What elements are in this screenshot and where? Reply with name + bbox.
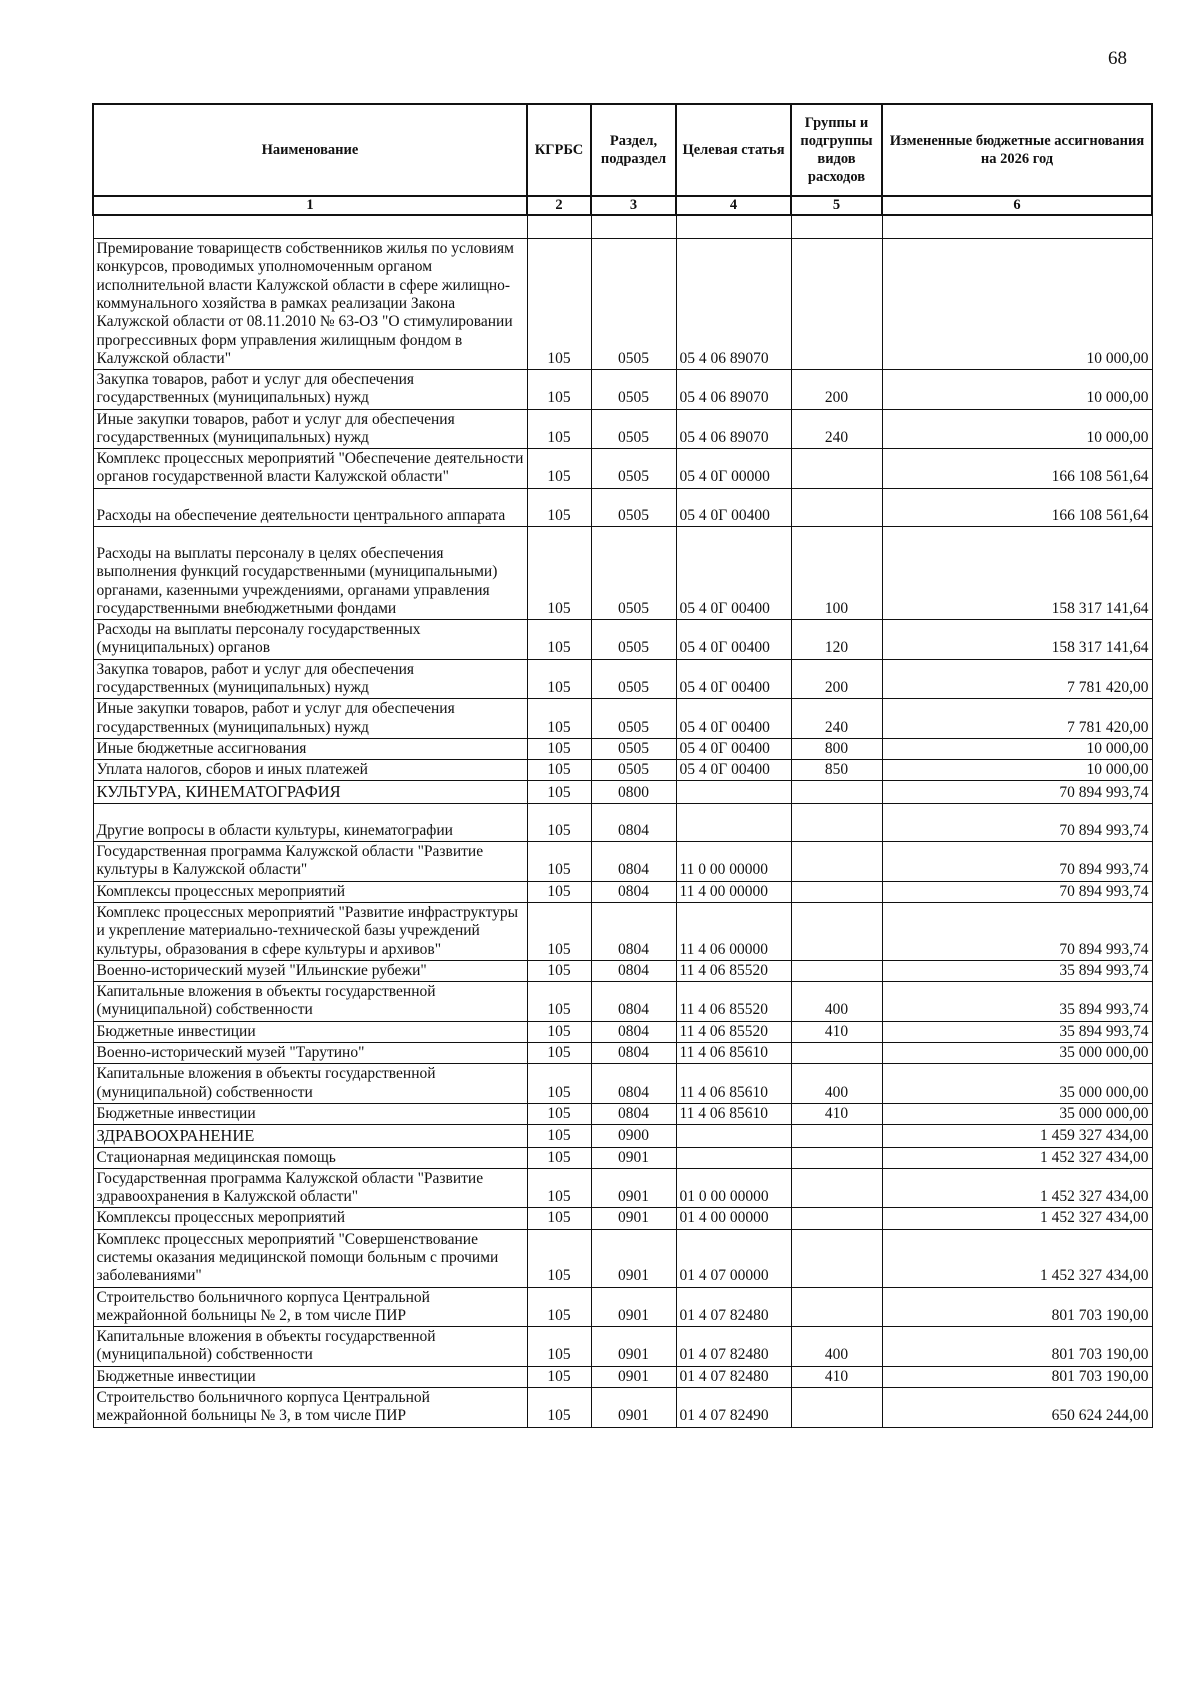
row-group <box>791 1229 882 1287</box>
row-section: 0505 <box>591 488 676 526</box>
table-row <box>93 370 1152 410</box>
row-group <box>791 1168 882 1208</box>
row-section: 0505 <box>591 370 676 410</box>
row-section: 0804 <box>591 960 676 981</box>
table-row <box>93 781 1152 803</box>
row-section: 0505 <box>591 699 676 739</box>
row-group: 850 <box>791 760 882 781</box>
row-amount: 166 108 561,64 <box>882 488 1152 526</box>
row-amount: 10 000,00 <box>882 409 1152 449</box>
row-section: 0505 <box>591 659 676 699</box>
table-row <box>93 903 1152 961</box>
row-section: 0804 <box>591 1042 676 1063</box>
row-amount: 158 317 141,64 <box>882 620 1152 660</box>
row-kgrbs: 105 <box>527 1147 591 1168</box>
row-group: 240 <box>791 409 882 449</box>
row-kgrbs: 105 <box>527 1042 591 1063</box>
row-name: Другие вопросы в области культуры, кинематографии <box>93 803 527 841</box>
row-kgrbs: 105 <box>527 699 591 739</box>
table-row <box>93 1387 1152 1427</box>
row-target <box>676 781 791 803</box>
row-name: Иные закупки товаров, работ и услуг для обеспечения государственных (муниципальных) нужд <box>93 699 527 739</box>
row-target: 01 4 07 82480 <box>676 1327 791 1367</box>
column-number: 3 <box>591 196 676 215</box>
table-row <box>93 659 1152 699</box>
row-target: 01 4 00 00000 <box>676 1208 791 1229</box>
row-amount: 70 894 993,74 <box>882 903 1152 961</box>
row-target: 05 4 0Г 00400 <box>676 659 791 699</box>
row-kgrbs: 105 <box>527 1125 591 1147</box>
row-kgrbs: 105 <box>527 760 591 781</box>
row-amount: 10 000,00 <box>882 239 1152 370</box>
row-section: 0505 <box>591 409 676 449</box>
table-row <box>93 1103 1152 1124</box>
row-amount: 801 703 190,00 <box>882 1287 1152 1327</box>
row-group: 100 <box>791 527 882 620</box>
row-target: 11 4 06 85520 <box>676 960 791 981</box>
row-section: 0901 <box>591 1287 676 1327</box>
row-target: 01 4 07 00000 <box>676 1229 791 1287</box>
row-group: 200 <box>791 659 882 699</box>
table-row <box>93 803 1152 841</box>
row-amount: 158 317 141,64 <box>882 527 1152 620</box>
row-amount: 70 894 993,74 <box>882 803 1152 841</box>
row-target: 11 4 00 00000 <box>676 881 791 902</box>
table-row <box>93 620 1152 660</box>
row-section: 0505 <box>591 449 676 489</box>
row-group: 410 <box>791 1366 882 1387</box>
row-target: 01 4 07 82480 <box>676 1287 791 1327</box>
row-kgrbs: 105 <box>527 527 591 620</box>
row-section: 0804 <box>591 1103 676 1124</box>
table-row <box>93 982 1152 1022</box>
row-name: Комплекс процессных мероприятий "Обеспечение деятельности органов государственной власти Калужской области" <box>93 449 527 489</box>
row-section: 0505 <box>591 760 676 781</box>
row-kgrbs: 105 <box>527 1103 591 1124</box>
row-kgrbs: 105 <box>527 781 591 803</box>
row-section: 0804 <box>591 803 676 841</box>
row-amount: 166 108 561,64 <box>882 449 1152 489</box>
row-section: 0804 <box>591 903 676 961</box>
row-amount: 35 000 000,00 <box>882 1103 1152 1124</box>
page-number: 68 <box>1108 48 1127 69</box>
row-kgrbs: 105 <box>527 1229 591 1287</box>
column-number: 2 <box>527 196 591 215</box>
row-group <box>791 488 882 526</box>
row-target: 05 4 0Г 00400 <box>676 699 791 739</box>
row-name: Расходы на выплаты персоналу государственных (муниципальных) органов <box>93 620 527 660</box>
row-section: 0804 <box>591 1064 676 1104</box>
table-row <box>93 1125 1152 1147</box>
row-kgrbs: 105 <box>527 239 591 370</box>
row-name: Государственная программа Калужской области "Развитие культуры в Калужской области" <box>93 842 527 882</box>
row-section: 0901 <box>591 1168 676 1208</box>
row-amount: 7 781 420,00 <box>882 699 1152 739</box>
row-amount: 1 452 327 434,00 <box>882 1208 1152 1229</box>
row-name: Государственная программа Калужской области "Развитие здравоохранения в Калужской области" <box>93 1168 527 1208</box>
row-section: 0804 <box>591 881 676 902</box>
row-target: 11 4 06 00000 <box>676 903 791 961</box>
row-target <box>676 803 791 841</box>
row-kgrbs: 105 <box>527 488 591 526</box>
row-name: Капитальные вложения в объекты государственной (муниципальной) собственности <box>93 1064 527 1104</box>
row-target: 11 4 06 85520 <box>676 982 791 1022</box>
column-number: 5 <box>791 196 882 215</box>
row-name: Закупка товаров, работ и услуг для обеспечения государственных (муниципальных) нужд <box>93 370 527 410</box>
header-target: Целевая статья <box>676 104 791 196</box>
table-row <box>93 1287 1152 1327</box>
row-group <box>791 1287 882 1327</box>
table-row <box>93 1366 1152 1387</box>
table-body <box>93 215 1152 1427</box>
row-group: 400 <box>791 1064 882 1104</box>
row-target <box>676 1125 791 1147</box>
row-kgrbs: 105 <box>527 620 591 660</box>
row-group: 120 <box>791 620 882 660</box>
row-group <box>791 803 882 841</box>
row-section: 0505 <box>591 239 676 370</box>
row-group: 410 <box>791 1021 882 1042</box>
row-amount: 35 894 993,74 <box>882 982 1152 1022</box>
row-kgrbs: 105 <box>527 409 591 449</box>
row-section: 0804 <box>591 982 676 1022</box>
row-kgrbs: 105 <box>527 1387 591 1427</box>
row-group <box>791 1042 882 1063</box>
row-amount: 35 894 993,74 <box>882 1021 1152 1042</box>
row-group: 400 <box>791 1327 882 1367</box>
table-row <box>93 881 1152 902</box>
row-name: Капитальные вложения в объекты государственной (муниципальной) собственности <box>93 1327 527 1367</box>
row-amount: 35 000 000,00 <box>882 1064 1152 1104</box>
row-group: 410 <box>791 1103 882 1124</box>
header-amount: Измененные бюджетные ассигнования на 2026 год <box>882 104 1152 196</box>
row-group: 240 <box>791 699 882 739</box>
row-amount: 70 894 993,74 <box>882 781 1152 803</box>
row-amount: 70 894 993,74 <box>882 881 1152 902</box>
row-kgrbs: 105 <box>527 738 591 759</box>
row-name: Расходы на выплаты персоналу в целях обеспечения выполнения функций государственными (муниципальными) органами, казенными учреждениями, органами управления государственными внебюджетными фондами <box>93 527 527 620</box>
row-name: Строительство больничного корпуса Центральной межрайонной больницы № 2, в том числе ПИР <box>93 1287 527 1327</box>
row-amount: 7 781 420,00 <box>882 659 1152 699</box>
row-group <box>791 903 882 961</box>
header-groups: Группы и подгруппы видов расходов <box>791 104 882 196</box>
row-amount: 1 459 327 434,00 <box>882 1125 1152 1147</box>
table-row <box>93 1147 1152 1168</box>
row-group <box>791 1387 882 1427</box>
row-section: 0804 <box>591 842 676 882</box>
row-target: 05 4 0Г 00400 <box>676 620 791 660</box>
row-section: 0901 <box>591 1387 676 1427</box>
row-kgrbs: 105 <box>527 1021 591 1042</box>
table-row <box>93 488 1152 526</box>
row-name: Капитальные вложения в объекты государственной (муниципальной) собственности <box>93 982 527 1022</box>
row-target: 05 4 06 89070 <box>676 239 791 370</box>
column-number: 4 <box>676 196 791 215</box>
table-row <box>93 409 1152 449</box>
row-target: 11 4 06 85610 <box>676 1064 791 1104</box>
row-group <box>791 781 882 803</box>
table-row <box>93 239 1152 370</box>
table-row <box>93 1042 1152 1063</box>
row-section: 0901 <box>591 1229 676 1287</box>
row-amount: 10 000,00 <box>882 760 1152 781</box>
row-group: 400 <box>791 982 882 1022</box>
row-name: Премирование товариществ собственников жилья по условиям конкурсов, проводимых уполномоченным органом исполнительной власти Калужской области в сфере жилищно-коммунального хозяйства в рамках реализации Закона Калужской области от 08.11.2010 № 63-ОЗ "О стимулировании прогрессивных форм управления жилищным фондом в Калужской области" <box>93 239 527 370</box>
row-target: 05 4 06 89070 <box>676 409 791 449</box>
row-name: Закупка товаров, работ и услуг для обеспечения государственных (муниципальных) нужд <box>93 659 527 699</box>
row-section: 0901 <box>591 1147 676 1168</box>
row-name: Стационарная медицинская помощь <box>93 1147 527 1168</box>
table-row <box>93 1021 1152 1042</box>
header-kgrbs: КГРБС <box>527 104 591 196</box>
row-target: 01 4 07 82490 <box>676 1387 791 1427</box>
table-row <box>93 1327 1152 1367</box>
row-section: 0505 <box>591 620 676 660</box>
table-row <box>93 449 1152 489</box>
row-amount: 35 894 993,74 <box>882 960 1152 981</box>
row-name: Комплекс процессных мероприятий "Совершенствование системы оказания медицинской помощи больным с прочими заболеваниями" <box>93 1229 527 1287</box>
row-name: ЗДРАВООХРАНЕНИЕ <box>93 1125 527 1147</box>
row-target: 11 4 06 85610 <box>676 1042 791 1063</box>
row-kgrbs: 105 <box>527 1064 591 1104</box>
row-kgrbs: 105 <box>527 881 591 902</box>
row-kgrbs: 105 <box>527 1287 591 1327</box>
row-kgrbs: 105 <box>527 1208 591 1229</box>
row-amount: 35 000 000,00 <box>882 1042 1152 1063</box>
row-name: Бюджетные инвестиции <box>93 1366 527 1387</box>
row-section: 0800 <box>591 781 676 803</box>
row-target: 11 4 06 85520 <box>676 1021 791 1042</box>
row-group <box>791 1147 882 1168</box>
row-amount: 801 703 190,00 <box>882 1366 1152 1387</box>
row-name: Иные бюджетные ассигнования <box>93 738 527 759</box>
row-group <box>791 1125 882 1147</box>
row-name: Бюджетные инвестиции <box>93 1021 527 1042</box>
table-row <box>93 960 1152 981</box>
row-name: Иные закупки товаров, работ и услуг для обеспечения государственных (муниципальных) нужд <box>93 409 527 449</box>
row-name: Комплексы процессных мероприятий <box>93 1208 527 1229</box>
column-number: 1 <box>93 196 527 215</box>
row-group <box>791 881 882 902</box>
row-section: 0901 <box>591 1327 676 1367</box>
row-name: Комплекс процессных мероприятий "Развитие инфраструктуры и укрепление материально-технической базы учреждений культуры, образования в сфере культуры и архивов" <box>93 903 527 961</box>
table-row <box>93 1064 1152 1104</box>
spacer-row <box>93 215 1152 239</box>
row-group <box>791 239 882 370</box>
row-section: 0901 <box>591 1366 676 1387</box>
row-section: 0804 <box>591 1021 676 1042</box>
row-target: 05 4 0Г 00400 <box>676 760 791 781</box>
row-section: 0901 <box>591 1208 676 1229</box>
row-target: 01 0 00 00000 <box>676 1168 791 1208</box>
row-kgrbs: 105 <box>527 1366 591 1387</box>
column-number-row <box>93 196 1152 215</box>
table-row <box>93 699 1152 739</box>
row-name: Уплата налогов, сборов и иных платежей <box>93 760 527 781</box>
table-row <box>93 842 1152 882</box>
row-section: 0505 <box>591 527 676 620</box>
table-row <box>93 738 1152 759</box>
row-target: 05 4 06 89070 <box>676 370 791 410</box>
row-name: Военно-исторический музей "Тарутино" <box>93 1042 527 1063</box>
table-row <box>93 527 1152 620</box>
row-target <box>676 1147 791 1168</box>
row-name: Военно-исторический музей "Ильинские рубежи" <box>93 960 527 981</box>
row-kgrbs: 105 <box>527 659 591 699</box>
row-amount: 801 703 190,00 <box>882 1327 1152 1367</box>
row-amount: 650 624 244,00 <box>882 1387 1152 1427</box>
row-kgrbs: 105 <box>527 1327 591 1367</box>
table-row <box>93 1168 1152 1208</box>
table-header-row <box>93 104 1152 196</box>
row-kgrbs: 105 <box>527 842 591 882</box>
row-group <box>791 449 882 489</box>
row-amount: 10 000,00 <box>882 370 1152 410</box>
row-name: Бюджетные инвестиции <box>93 1103 527 1124</box>
row-amount: 10 000,00 <box>882 738 1152 759</box>
row-kgrbs: 105 <box>527 803 591 841</box>
table-row <box>93 1229 1152 1287</box>
row-kgrbs: 105 <box>527 982 591 1022</box>
row-target: 05 4 0Г 00000 <box>676 449 791 489</box>
budget-table <box>92 103 1153 1428</box>
row-target: 05 4 0Г 00400 <box>676 527 791 620</box>
row-name: Строительство больничного корпуса Центральной межрайонной больницы № 3, в том числе ПИР <box>93 1387 527 1427</box>
row-amount: 1 452 327 434,00 <box>882 1229 1152 1287</box>
row-kgrbs: 105 <box>527 1168 591 1208</box>
row-name: Комплексы процессных мероприятий <box>93 881 527 902</box>
row-kgrbs: 105 <box>527 370 591 410</box>
row-section: 0505 <box>591 738 676 759</box>
row-target: 01 4 07 82480 <box>676 1366 791 1387</box>
row-target: 11 4 06 85610 <box>676 1103 791 1124</box>
header-section: Раздел, подраздел <box>591 104 676 196</box>
column-number: 6 <box>882 196 1152 215</box>
row-name: Расходы на обеспечение деятельности центрального аппарата <box>93 488 527 526</box>
row-amount: 1 452 327 434,00 <box>882 1147 1152 1168</box>
row-group: 800 <box>791 738 882 759</box>
row-amount: 1 452 327 434,00 <box>882 1168 1152 1208</box>
row-kgrbs: 105 <box>527 903 591 961</box>
header-name: Наименование <box>93 104 527 196</box>
row-section: 0900 <box>591 1125 676 1147</box>
row-kgrbs: 105 <box>527 960 591 981</box>
row-group <box>791 960 882 981</box>
row-name: КУЛЬТУРА, КИНЕМАТОГРАФИЯ <box>93 781 527 803</box>
row-kgrbs: 105 <box>527 449 591 489</box>
table-row <box>93 1208 1152 1229</box>
row-group: 200 <box>791 370 882 410</box>
row-group <box>791 1208 882 1229</box>
row-target: 05 4 0Г 00400 <box>676 488 791 526</box>
row-amount: 70 894 993,74 <box>882 842 1152 882</box>
row-target: 11 0 00 00000 <box>676 842 791 882</box>
table-row <box>93 760 1152 781</box>
row-target: 05 4 0Г 00400 <box>676 738 791 759</box>
row-group <box>791 842 882 882</box>
